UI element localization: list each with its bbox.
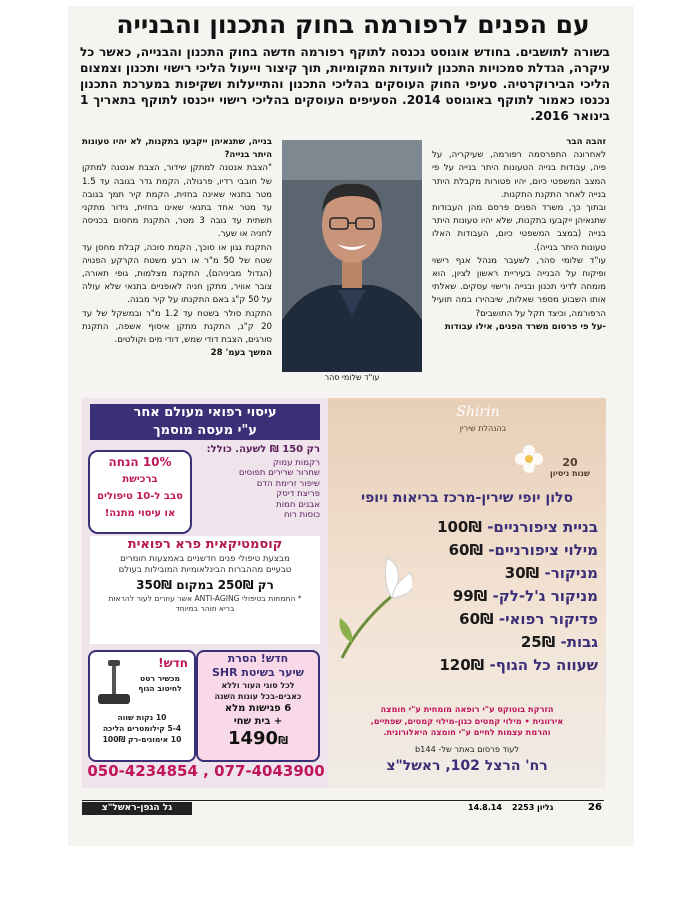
shr-title: שיער בשיטת SHR (211, 666, 305, 679)
discount-line: או עיסוי מתנה! (104, 508, 176, 519)
lawyer-photo (282, 140, 422, 372)
service-row (368, 518, 598, 541)
experience-label: שנות ניסיון (550, 469, 590, 478)
massage-banner-line: ע"י מעסה מוסמך (153, 423, 257, 438)
service-name: בניית ציפורניים- (487, 518, 598, 536)
massage-discount-box (88, 450, 192, 534)
massage-include-item: שיפור זרימת הדם (256, 478, 320, 489)
salon-note: והרמת עצמות לחיים ע"י חומצה היאלורונית. (383, 727, 551, 737)
shr-text: כאבים-בכל עונות השנה (214, 692, 302, 701)
article-subhead: בנייה, שתנאיהן ייקבעו בתקנות, לא יהיו טעונות היתר בנייה? (82, 137, 272, 161)
salon-notes (334, 704, 600, 739)
cosmetics-title: קוסמטיקאית פרא רפואית (127, 537, 283, 552)
article-paragraph: לאחרונה התפרסמה רפורמה, שעיקריה, על פיה, עבודות בנייה הטעונות היתר בנייה על פי המצב המשפטי כיום, יהיו פטורות מקבלת היתר בנייה לאחר התקנת התקנות. (432, 150, 606, 200)
discount-line: 10% הנחה (108, 455, 172, 469)
massage-banner (90, 404, 320, 440)
massage-includes (200, 458, 320, 520)
service-row (368, 610, 598, 633)
article-byline: זהבה הבר (566, 137, 606, 147)
salon-address: רח' הרצל 102, ראשל"צ (386, 758, 548, 774)
discount-line: סבב ל-10 טיפולים (97, 491, 183, 502)
shr-price: 1490 (227, 728, 279, 749)
device-line: 10 נקות שווה (117, 713, 167, 722)
shr-currency: ₪ (278, 734, 289, 747)
salon-logo: Shirin (456, 404, 500, 420)
article-intro: בשורה לתושבים. בחודש אוגוסט נכנסה לתוקף רפורמה חדשה בחוק התכנון והבנייה, כאשר כל עיקרה, הגדלת סמכויות התכנון לוועדות המקומיות, תוך קיצור וייעול הליכי רישוי ותכנון וצמצום הליכי הבירוקרטיה. סעיפי החוק העוסקים בהליכי התכנון והתייעלות ושקיפות במערכת התכנון נכנסו כאמור לתוקף באוגוסט 2014. הסעיפים העוסקים בהליכי רישוי ייכנסו לתוקף בתאריך 1 בינואר 2016. (80, 45, 611, 123)
salon-note: הזרקת בוטוקס ע"י רופאה מומחית ע"י חומצה (380, 704, 554, 714)
salon-title: סלון יופי שירין-מרכז בריאות ויופי (360, 490, 574, 506)
salon-more-info: לעוד פרסום באתר של- b144 (414, 744, 520, 754)
article-headline: עם הפנים לרפורמה בחוק התכנון והבנייה (116, 10, 590, 39)
cosmetics-text: טבעיים מההברות הבינלאומיות המובילות בעולם (118, 565, 292, 575)
device-line: לחיטוב הגוף (138, 684, 182, 693)
shr-text: לכל סוגי העור וללא (221, 681, 295, 690)
footer-paper-name: גל הגפן-ראשל"צ (101, 803, 173, 813)
service-price: 99₪ (452, 587, 488, 605)
service-name: פדיקור רפואי- (498, 610, 598, 628)
article-paragraph: עו"ד שלומי סהר, לשעבר מנהל אגף רישוי ופיקוח על הבנייה בעיריית ראשון לציון, הוא מומחה לדיני תכנון ובנייה ורישוי עסקים. שאלתי אותו השבוע מספר שאלות, שיבהירו במה תועיל הרפורמה, וכיצד תקל על התושבים? (432, 255, 606, 319)
massage-price-line: רק 150 ₪ לשעה. כולל: (206, 444, 320, 455)
beauty-salon-ad (328, 398, 606, 788)
vibration-machine-icon (94, 658, 134, 708)
article-paragraph: "הצבת אנטנה למתקן שידור, הצבת אנטנה למתקן של חובבי רדיו, פרגולה, הקמת גדר בגובה עד 1.5 מטר בתנאי שאינה בחזית, הקמת קיר תמך בגובה עד מטר אחד בתנאי שאינו בחזית, גידור מתקני תשתית עד גובה 3 מטר, התקנת מחסום בכניסה לחניה או שער. (82, 163, 273, 240)
article-right-column (432, 136, 606, 388)
shr-offer: + בית שחי (233, 716, 283, 727)
service-price: 25₪ (520, 633, 556, 651)
article-paragraph: התקנת גגון או סוכך, הקמת סוכה, קבלת מחסן עד שטח של 50 מ"ר או רבע משטח הקרקע הפנויה (הגדול מביניהם), התקנת מצלמות, גופי תאורה, צובר אוויר, מתקן חניה לאופניים בתנאי שלא עולה על 50 ק"ג באם התקנתו על קיר מבנה. (82, 242, 272, 306)
continued-note: המשך בעמ' 28 (210, 348, 272, 359)
device-line: מכשיר רטט (140, 674, 180, 683)
service-price: 60₪ (459, 610, 494, 628)
massage-include-item: שחרור שרירים תפוסים (238, 468, 320, 479)
service-price: 120₪ (439, 656, 485, 674)
cosmetics-note: * התמחות בטיפולי ANTI-AGING אשר עוזרים לעור להראות (108, 594, 302, 603)
vibration-device-box (88, 650, 196, 762)
massage-include-item: כוסות רוח (284, 510, 320, 521)
salon-note: אירוונית • מילוי קמטים כגון-מילוי קמטים, שפתיים, (370, 715, 564, 726)
cosmetics-price: רק 250₪ במקום 350₪ (136, 578, 274, 592)
service-name: מניקור ג'ל-לק- (492, 587, 598, 605)
footer-issue: גליון 2253 (512, 803, 554, 812)
phone-numbers: 050-4234854 , 077-4043900 (87, 762, 325, 780)
service-name: מילוי ציפורניים- (488, 541, 598, 559)
shr-title: חדש! הסרת (227, 652, 289, 665)
service-price: 30₪ (504, 564, 540, 582)
footer-rule (82, 800, 604, 801)
shr-offer: 6 פגישות מלא (224, 703, 292, 714)
photo-caption: עו"ד שלומי סהר (324, 373, 380, 382)
cosmetics-text: מבצעת טיפולי פנים חדשניים באמצעות חומרים (120, 554, 290, 564)
discount-line: ברכישת (122, 474, 158, 485)
massage-clinic-ad (82, 398, 328, 788)
experience-badge (540, 456, 600, 479)
service-price: 100₪ (437, 518, 482, 536)
page-footer (82, 800, 604, 816)
device-line: 10 אימונים-רק 100₪ (102, 735, 182, 744)
cosmetics-section (90, 536, 320, 644)
article-footnote: -על פי פרסום משרד הפנים, אילו עבודות (444, 321, 606, 332)
article-paragraph: התקנת סולר בשטח עד 1.2 מ"ר ובמשקל של עד 20 ק"ג, התקנת מתקן איסוף אשפה, התקנת סורגים, הצבת דודי שמש, דודי מים וקולטים. (82, 308, 272, 346)
shr-price-row (198, 728, 318, 752)
services-list (368, 518, 598, 679)
service-price: 60₪ (448, 541, 484, 559)
service-name: שעווה כל הגוף- (489, 656, 598, 674)
experience-years: 20 (562, 456, 578, 469)
portrait-illustration (282, 140, 422, 372)
service-row (368, 564, 598, 587)
massage-banner-line: עיסוי רפואי מעולם אחר (133, 405, 277, 420)
service-row (368, 587, 598, 610)
service-row (368, 541, 598, 564)
footer-paper-label (82, 802, 192, 815)
footer-page-number: 26 (588, 802, 602, 813)
massage-include-item: אבנים חמות (276, 499, 320, 510)
service-name: מניקור- (544, 564, 598, 582)
device-text (130, 674, 190, 694)
salon-tag: בהנהלת שירין (459, 424, 507, 433)
massage-include-item: פריצת דיסק (276, 489, 320, 500)
device-details (94, 712, 190, 745)
footer-date: 14.8.14 (468, 803, 502, 812)
article-left-column (82, 136, 272, 388)
shr-hair-removal-box (196, 650, 320, 762)
service-name: גבות- (560, 633, 598, 651)
service-row (368, 656, 598, 679)
device-line: 5-4 קילומטרים הליכה (102, 724, 182, 733)
service-row (368, 633, 598, 656)
cosmetics-note: בריא וזוהר במיוחד (175, 604, 235, 613)
article-paragraph: ובתוך כך, משרד הפנים פרסם מהן העבודות שתנאיהן ייקבעו בתקנות, שלא יהיו טעונות היתר בנייה (במצב המשפטי כיום, העבודות האלו טעונות היתר בנייה). (432, 203, 606, 253)
device-new-label: חדש! (158, 656, 188, 670)
massage-include-item: רקמות עמוק (272, 458, 320, 468)
